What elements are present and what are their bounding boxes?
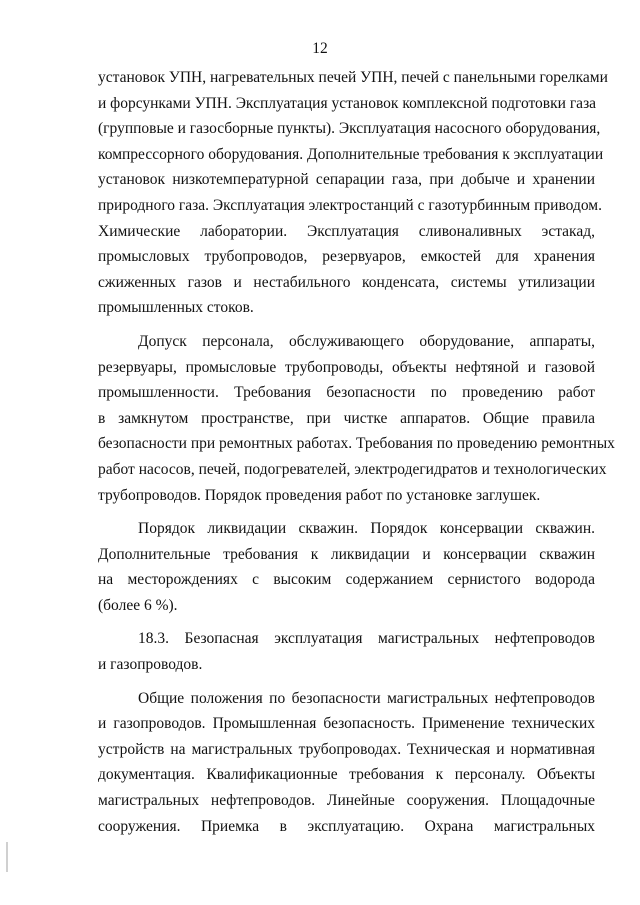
text-line: 18.3. Безопасная эксплуатация магистральных нефтепроводов bbox=[138, 630, 595, 648]
paragraph-5 bbox=[98, 686, 595, 840]
text-line: компрессорного оборудования. Дополнительные требования к эксплуатации bbox=[98, 145, 604, 163]
text-line: Дополнительные требования к ликвидации и консервации скважин bbox=[98, 545, 595, 563]
text-line: и газопроводов. bbox=[98, 656, 203, 674]
text-line: документация. Квалификационные требования к персоналу. Объекты bbox=[98, 766, 595, 784]
text-line: промысловых трубопроводов, резервуаров, емкостей для хранения bbox=[98, 248, 595, 266]
paragraph-2 bbox=[98, 329, 615, 508]
text-line: промышленных стоков. bbox=[98, 299, 254, 317]
text-line: безопасности при ремонтных работах. Требования по проведению ремонтных bbox=[98, 435, 615, 453]
text-line: Общие положения по безопасности магистральных нефтепроводов bbox=[138, 689, 595, 707]
text-line: и форсунками УПН. Эксплуатация установок комплексной подготовки газа bbox=[98, 94, 597, 112]
text-line: на месторождениях с высоким содержанием сернистого водорода bbox=[98, 571, 595, 589]
text-line: сжиженных газов и нестабильного конденсата, системы утилизации bbox=[98, 273, 595, 291]
text-line: сооружения. Приемка в эксплуатацию. Охрана магистральных bbox=[98, 817, 595, 835]
section-heading-18-3 bbox=[98, 626, 595, 677]
text-line: магистральных нефтепроводов. Линейные сооружения. Площадочные bbox=[98, 792, 595, 810]
document-body bbox=[98, 65, 615, 839]
text-line: устройств на магистральных трубопроводах. Техническая и нормативная bbox=[98, 740, 595, 758]
text-line: работ насосов, печей, подогревателей, электродегидратов и технологических bbox=[98, 460, 607, 478]
paragraph-3 bbox=[98, 516, 595, 618]
text-line: трубопроводов. Порядок проведения работ по установке заглушек. bbox=[98, 486, 541, 504]
text-line: природного газа. Эксплуатация электростанций с газотурбинным приводом. bbox=[98, 196, 602, 214]
text-line: (более 6 %). bbox=[98, 596, 178, 614]
text-line: Химические лаборатории. Эксплуатация сливоналивных эстакад, bbox=[98, 222, 595, 240]
text-line: резервуары, промысловые трубопроводы, объекты нефтяной и газовой bbox=[98, 358, 595, 376]
paragraph-1 bbox=[98, 65, 608, 321]
text-line: промышленности. Требования безопасности по проведению работ bbox=[98, 384, 595, 402]
text-line: (групповые и газосборные пункты). Эксплуатация насосного оборудования, bbox=[98, 120, 601, 138]
text-line: в замкнутом пространстве, при чистке аппаратов. Общие правила bbox=[98, 409, 595, 427]
scan-edge-mark bbox=[6, 842, 8, 872]
text-line: установок УПН, нагревательных печей УПН, печей с панельными горелками bbox=[98, 69, 608, 86]
page-number: 12 bbox=[312, 40, 328, 57]
text-line: Допуск персонала, обслуживающего оборудование, аппараты, bbox=[138, 332, 595, 350]
text-line: установок низкотемпературной сепарации газа, при добыче и хранении bbox=[98, 171, 595, 189]
text-line: и газопроводов. Промышленная безопасность. Применение технических bbox=[98, 715, 595, 733]
text-line: Порядок ликвидации скважин. Порядок консервации скважин. bbox=[138, 520, 595, 538]
